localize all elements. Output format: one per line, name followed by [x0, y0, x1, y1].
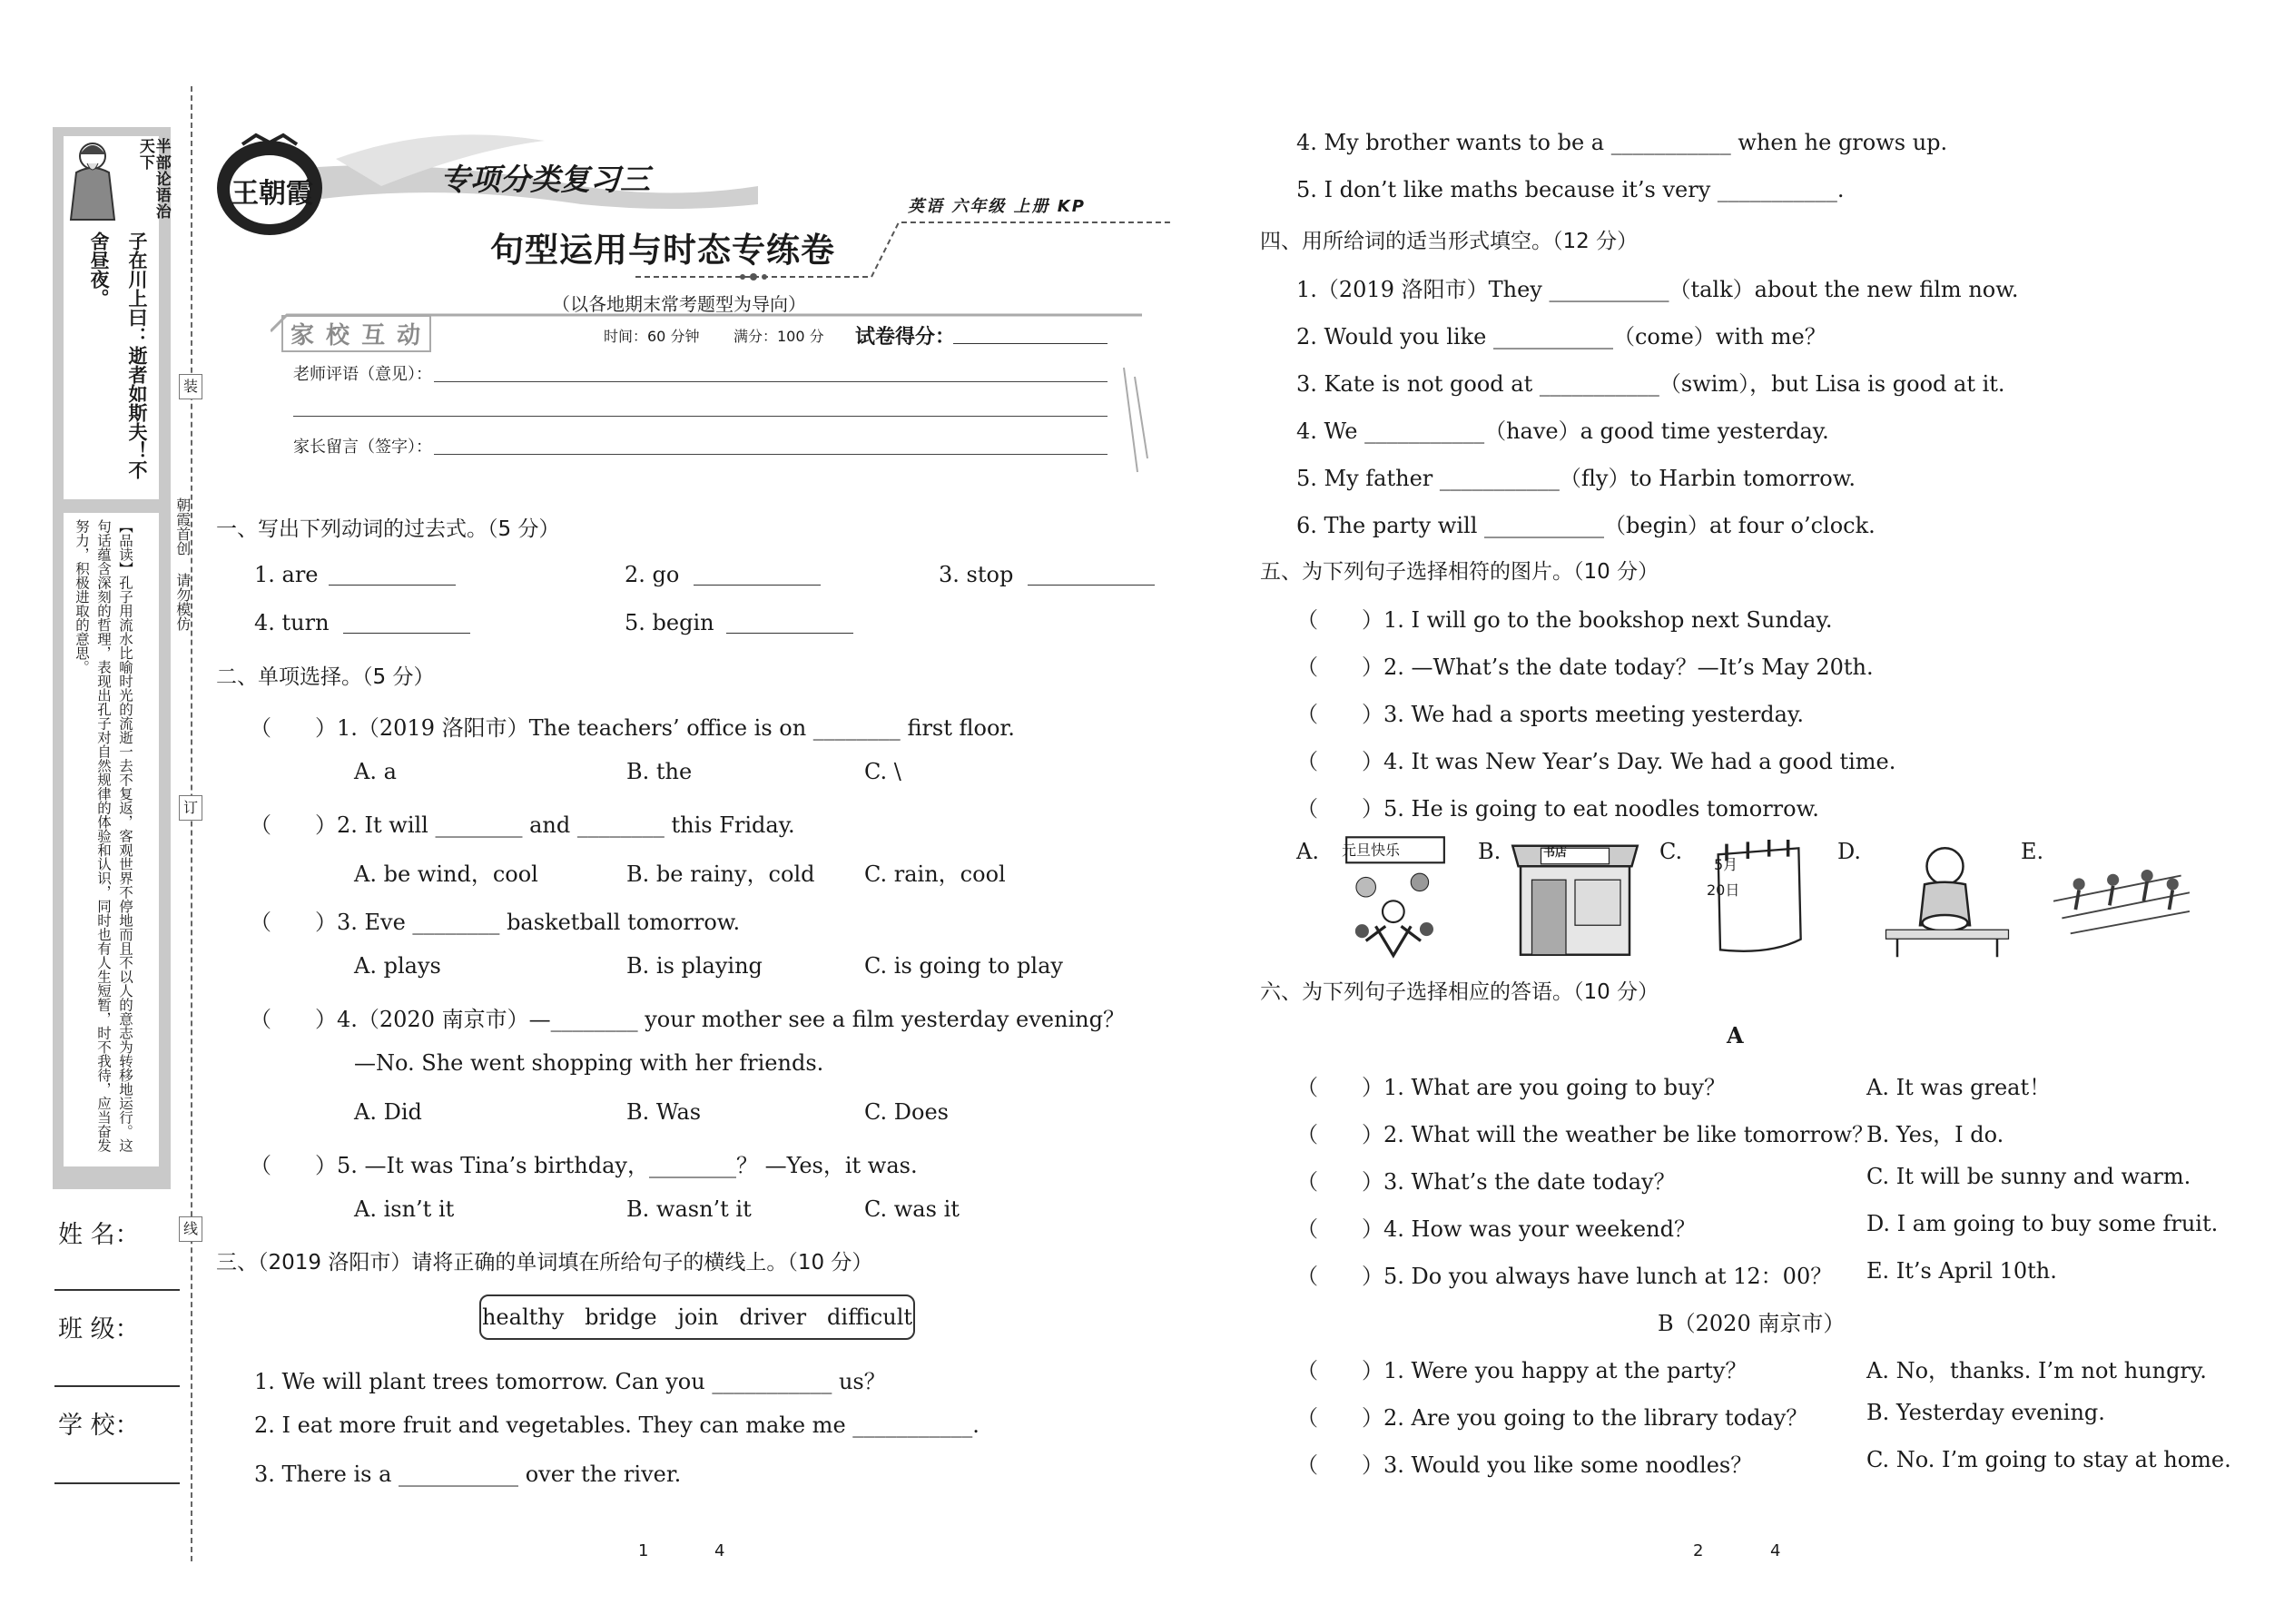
section-1-title: 一、写出下列动词的过去式。（5 分） [216, 517, 560, 541]
part-a-label: A [1727, 1022, 1744, 1048]
s1-blank-1[interactable] [329, 585, 456, 586]
s2-q5: （ ）5. —It was Tina’s birthday，________？ —Yes，it was. [250, 1153, 918, 1178]
s6b-q2: （ ）2. Are you going to the library today？ [1296, 1405, 1808, 1431]
s6a-q2: （ ）2. What will the weather be like tomorrow？ [1296, 1122, 1874, 1147]
part-b-label: B（2020 南京市） [1658, 1311, 1846, 1336]
exam-time: 时间：60 分钟 [604, 328, 700, 345]
s6a-ans-e: E. It’s April 10th. [1866, 1258, 2057, 1284]
s4-item-3: 3. Kate is not good at ___________（swim），but Lisa is good at it. [1296, 371, 2005, 397]
s6b-ans-a: A. No，thanks. I’m not hungry. [1866, 1358, 2207, 1383]
s1-item-3: 3. stop [939, 562, 1014, 587]
s5-item-3: （ ）3. We had a sports meeting yesterday. [1296, 702, 1804, 727]
s3-item-2: 2. I eat more fruit and vegetables. They can make me ___________. [254, 1412, 980, 1438]
pic-label-d: D. [1837, 839, 1862, 864]
s6b-q1: （ ）1. Were you happy at the party？ [1296, 1358, 1748, 1383]
s1-item-1: 1. are [254, 562, 319, 587]
header-deco-line [635, 213, 1180, 286]
page-number-left: 1 [638, 1541, 649, 1560]
s2-q1-opt-b: B. the [626, 759, 693, 784]
word-bank: healthy bridge join driver difficult [479, 1294, 915, 1340]
copyright-note: 朝霞首创 请勿模仿 [173, 497, 192, 631]
sidebar-motto: 半部论语治天下 [135, 138, 171, 220]
class-label: 班 级： [58, 1315, 140, 1343]
s2-q1: （ ）1.（2019 洛阳市）The teachers’ office is on ________ first floor. [250, 715, 1015, 741]
score-label: 试卷得分： [855, 326, 956, 349]
pic-label-c: C. [1659, 839, 1683, 864]
pic-a-text: 元旦快乐 [1342, 842, 1401, 859]
sidebar-reading: 【品读】孔子用流水比喻时光的流逝一去不复返，客观世界不停地而且不以人的意志为转移地运行。这句话蕴含深刻的哲理，表现出孔子对自然规律的体验和认识，同时也有人生短暂，时不我待，应当奋发努力，积极进取的意思。 [74, 519, 134, 1153]
s4-item-6: 6. The party will ___________（begin）at four o’clock. [1296, 513, 1876, 538]
page-total-right: 4 [1770, 1541, 1781, 1560]
pic-b-bookshop-icon [1507, 833, 1643, 960]
binding-line [191, 86, 192, 1561]
pic-label-a: A. [1296, 839, 1319, 864]
s6a-q4: （ ）4. How was your weekend？ [1296, 1216, 1696, 1242]
fold-mark-1: 装 [179, 374, 202, 399]
s6a-ans-d: D. I am going to buy some fruit. [1866, 1211, 2219, 1236]
pic-label-e: E. [2021, 839, 2044, 864]
s6a-q3: （ ）3. What’s the date today？ [1296, 1169, 1676, 1195]
s4-item-2: 2. Would you like ___________（come）with me？ [1296, 324, 1826, 349]
s2-q1-opt-a: A. a [354, 759, 397, 784]
s1-blank-4[interactable] [343, 633, 470, 634]
logo-text: 王朝霞 [231, 178, 313, 210]
s4-item-4: 4. We ___________（have）a good time yesterday. [1296, 418, 1829, 444]
s5-item-2: （ ）2. —What’s the date today？—It’s May 20th. [1296, 655, 1874, 680]
s6b-ans-b: B. Yesterday evening. [1866, 1400, 2105, 1425]
s2-q4-opt-b: B. Was [626, 1099, 702, 1125]
s6a-ans-b: B. Yes，I do. [1866, 1122, 2004, 1147]
school-field[interactable] [54, 1482, 180, 1484]
s2-q2-opt-c: C. rain，cool [864, 861, 1006, 887]
s2-q5-opt-b: B. wasn’t it [626, 1196, 752, 1222]
s2-q4-opt-c: C. Does [864, 1099, 949, 1125]
pic-e-sports-meeting-icon [2053, 833, 2190, 960]
s2-q3-opt-b: B. is playing [626, 953, 763, 979]
s5-item-5: （ ）5. He is going to eat noodles tomorrow. [1296, 796, 1819, 822]
s4-item-1: 1.（2019 洛阳市）They ___________（talk）about the new film now. [1296, 277, 2019, 302]
s2-q5-opt-c: C. was it [864, 1196, 960, 1222]
s2-q3-opt-a: A. plays [354, 953, 441, 979]
s4-item-5: 5. My father ___________（fly）to Harbin tomorrow. [1296, 466, 1856, 491]
s3-item-1: 1. We will plant trees tomorrow. Can you ___________ us？ [254, 1369, 886, 1394]
s6a-q5: （ ）5. Do you always have lunch at 12：00？ [1296, 1264, 1833, 1289]
s1-blank-3[interactable] [1028, 585, 1155, 586]
s6a-ans-c: C. It will be sunny and warm. [1866, 1164, 2191, 1189]
parent-note-label: 家长留言（签字）： [293, 438, 432, 457]
s2-q2-opt-b: B. be rainy，cold [626, 861, 815, 887]
school-label: 学 校： [58, 1412, 140, 1440]
name-label: 姓 名： [58, 1221, 140, 1249]
fold-mark-3: 线 [179, 1216, 202, 1242]
section-6-title: 六、为下列句子选择相应的答语。（10 分） [1260, 980, 1659, 1004]
s5-item-4: （ ）4. It was New Year’s Day. We had a good time. [1296, 749, 1896, 774]
class-field[interactable] [54, 1385, 180, 1387]
s1-item-4: 4. turn [254, 610, 330, 635]
s2-q3-opt-c: C. is going to play [864, 953, 1063, 979]
pic-c-day: 20日 [1707, 881, 1740, 899]
sidebar-quote: 子在川上曰：逝者如斯夫！不舍昼夜。 [88, 231, 149, 479]
page-number-right: 2 [1693, 1541, 1704, 1560]
s6a-q1: （ ）1. What are you going to buy？ [1296, 1075, 1726, 1100]
teacher-comment-label: 老师评语（意见）： [293, 365, 432, 384]
s1-item-5: 5. begin [625, 610, 714, 635]
s1-blank-5[interactable] [726, 633, 853, 634]
parent-note-field[interactable] [434, 454, 1108, 455]
s2-q2: （ ）2. It will ________ and ________ this Friday. [250, 812, 795, 838]
s2-q1-opt-c: C. \ [864, 759, 901, 784]
s2-q3: （ ）3. Eve ________ basketball tomorrow. [250, 910, 741, 935]
score-field[interactable] [953, 343, 1108, 344]
exam-subtitle: （以各地期末常考题型为导向） [552, 293, 806, 315]
s3-item-4: 4. My brother wants to be a ___________ when he grows up. [1296, 130, 1948, 155]
section-4-title: 四、用所给词的适当形式填空。（12 分） [1260, 230, 1639, 253]
home-school-label: 家 校 互 动 [281, 315, 431, 352]
teacher-comment-field[interactable] [434, 381, 1108, 382]
teacher-comment-line2 [293, 416, 1108, 417]
s2-q4-line2: —No. She went shopping with her friends. [354, 1050, 824, 1076]
full-score: 满分：100 分 [733, 328, 824, 345]
s3-item-5: 5. I don’t like maths because it’s very ___________. [1296, 177, 1845, 202]
pic-d-noodles-icon [1879, 833, 2015, 960]
s6a-ans-a: A. It was great！ [1866, 1075, 2052, 1100]
section-2-title: 二、单项选择。（5 分） [216, 665, 435, 689]
name-field[interactable] [54, 1289, 180, 1291]
confucius-figure-icon [65, 136, 122, 222]
section-5-title: 五、为下列句子选择相符的图片。（10 分） [1260, 560, 1659, 584]
s2-q2-opt-a: A. be wind，cool [354, 861, 538, 887]
subject-meta: 英语 六年级 上册 KP [908, 197, 1086, 216]
pic-label-b: B. [1478, 839, 1501, 864]
s2-q4-opt-a: A. Did [354, 1099, 422, 1125]
section-3-title: 三、（2019 洛阳市）请将正确的单词填在所给句子的横线上。（10 分） [216, 1251, 873, 1275]
exam-title: 句型运用与时态专练卷 [490, 230, 835, 270]
s1-item-2: 2. go [625, 562, 680, 587]
s6b-q3: （ ）3. Would you like some noodles？ [1296, 1452, 1753, 1478]
s6b-ans-c: C. No. I’m going to stay at home. [1866, 1447, 2231, 1472]
s2-q4: （ ）4.（2020 南京市）—________ your mother see a film yesterday evening？ [250, 1007, 1125, 1032]
pic-c-month: 5月 [1714, 856, 1738, 873]
fold-mark-2: 订 [179, 795, 202, 821]
s5-item-1: （ ）1. I will go to the bookshop next Sunday. [1296, 607, 1833, 633]
pic-b-text: 书店 [1543, 846, 1568, 860]
s3-item-3: 3. There is a ___________ over the river. [254, 1462, 682, 1487]
page-total-left: 4 [714, 1541, 725, 1560]
s1-blank-2[interactable] [694, 585, 821, 586]
series-title: 专项分类复习三 [440, 162, 650, 197]
s2-q5-opt-a: A. isn’t it [354, 1196, 455, 1222]
